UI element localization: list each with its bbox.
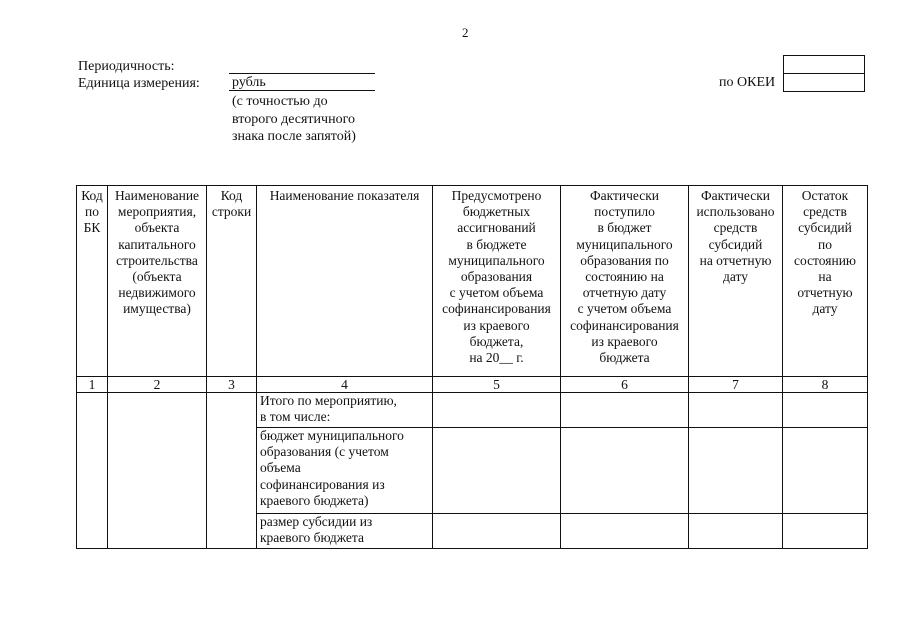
cell-planned[interactable] <box>433 393 561 428</box>
cell-row-code[interactable] <box>207 393 257 549</box>
col-header-planned-allocations: Предусмотрено бюджетных ассигнований в бюджете муниципального образования с учетом объема софинансирования из краевого бюджета, на 20__ г. <box>433 186 561 377</box>
column-number: 8 <box>783 377 868 393</box>
table-header-row <box>77 186 868 377</box>
cell-received[interactable] <box>561 393 689 428</box>
col-header-row-code: Код строки <box>207 186 257 377</box>
cell-remaining[interactable] <box>783 514 868 549</box>
column-number: 4 <box>257 377 433 393</box>
okei-unit-box[interactable] <box>783 73 865 92</box>
col-header-event-name: Наименование мероприятия, объекта капитального строительства (объекта недвижимого имущества) <box>108 186 207 377</box>
unit-note-line: знака после запятой) <box>232 129 356 144</box>
periodicity-field[interactable] <box>229 56 375 74</box>
unit-value: рубль <box>232 75 266 90</box>
report-table <box>76 185 868 549</box>
cell-used[interactable] <box>689 428 783 514</box>
col-header-bk-code: Код по БК <box>77 186 108 377</box>
column-number: 1 <box>77 377 108 393</box>
page-number: 2 <box>462 25 469 40</box>
row-label-municipal-budget: бюджет муниципального образования (с учетом объема софинансирования из краевого бюджета) <box>257 428 433 514</box>
column-number: 3 <box>207 377 257 393</box>
cell-used[interactable] <box>689 393 783 428</box>
row-label-total: Итого по мероприятию, в том числе: <box>257 393 433 428</box>
unit-note-line: (с точностью до <box>232 94 328 109</box>
periodicity-label: Периодичность: <box>78 59 175 74</box>
okei-periodicity-box[interactable] <box>783 55 865 74</box>
cell-planned[interactable] <box>433 514 561 549</box>
col-header-actually-used: Фактически использовано средств субсидий на отчетную дату <box>689 186 783 377</box>
cell-planned[interactable] <box>433 428 561 514</box>
cell-used[interactable] <box>689 514 783 549</box>
unit-field[interactable] <box>229 74 375 91</box>
column-number: 7 <box>689 377 783 393</box>
cell-remaining[interactable] <box>783 393 868 428</box>
column-number-row <box>77 377 868 393</box>
column-number: 6 <box>561 377 689 393</box>
cell-received[interactable] <box>561 514 689 549</box>
row-label-regional-subsidy: размер субсидии из краевого бюджета <box>257 514 433 549</box>
col-header-indicator-name: Наименование показателя <box>257 186 433 377</box>
column-number: 2 <box>108 377 207 393</box>
table-row-total <box>77 393 868 428</box>
unit-note-line: второго десятичного <box>232 111 355 127</box>
unit-note <box>232 93 356 146</box>
okei-label: по ОКЕИ <box>719 75 776 90</box>
cell-received[interactable] <box>561 428 689 514</box>
col-header-remaining-balance: Остаток средств субсидий по состоянию на отчетную дату <box>783 186 868 377</box>
unit-label: Единица измерения: <box>78 76 200 91</box>
col-header-actually-received: Фактически поступило в бюджет муниципального образования по состоянию на отчетную дату с учетом объема софинансирования из краевого бюджета <box>561 186 689 377</box>
cell-bk-code[interactable] <box>77 393 108 549</box>
cell-remaining[interactable] <box>783 428 868 514</box>
cell-event-name[interactable] <box>108 393 207 549</box>
column-number: 5 <box>433 377 561 393</box>
